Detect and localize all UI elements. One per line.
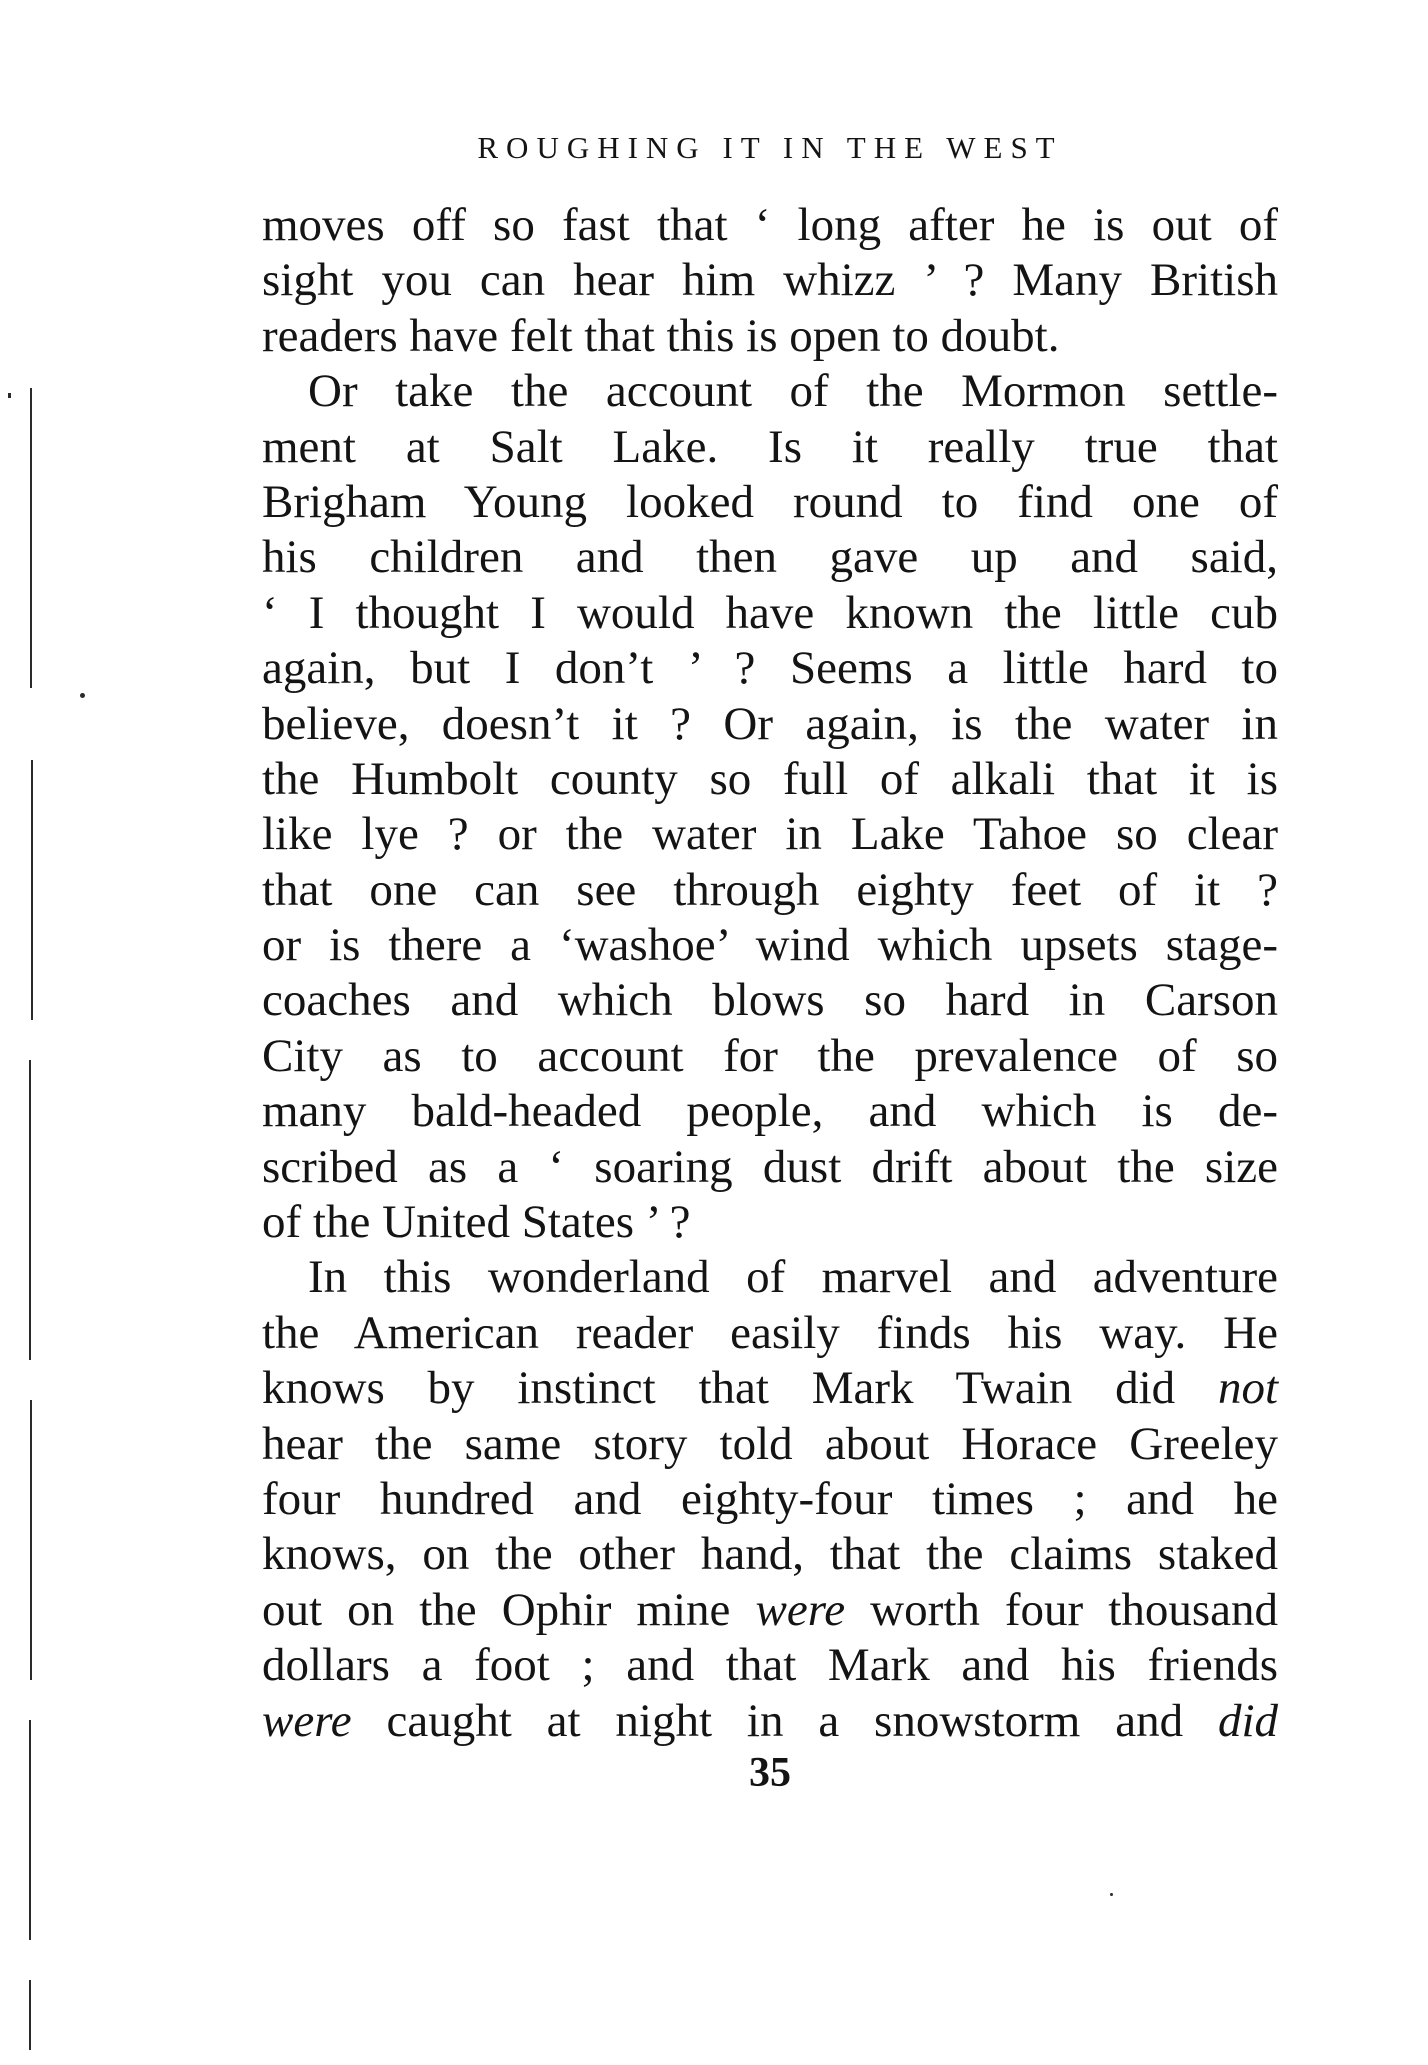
text-segment: knows by instinct that Mark Twain did: [262, 1362, 1218, 1415]
text-line: believe, doesn’t it ? Or again, is the water in: [262, 697, 1278, 750]
text-line: sight you can hear him whizz ’ ? Many British: [262, 254, 1278, 307]
text-line: many bald-headed people, and which is de-: [262, 1085, 1278, 1138]
text-line: hear the same story told about Horace Greeley: [262, 1417, 1278, 1470]
text-line: dollars a foot ; and that Mark and his friends: [262, 1639, 1278, 1692]
scan-speck: [1110, 1893, 1113, 1896]
scan-gutter-line: [31, 760, 33, 1020]
text-line: moves off so fast that ‘ long after he is out of: [262, 199, 1278, 251]
scan-gutter-line: [29, 1060, 31, 1360]
scan-gutter-line: [30, 1400, 32, 1680]
scan-speck: [8, 393, 11, 398]
scan-gutter-line: [29, 1980, 31, 2050]
text-line: City as to account for the prevalence of so: [262, 1029, 1278, 1082]
text-line: Brigham Young looked round to find one of: [262, 475, 1278, 528]
scan-gutter-line: [29, 1720, 31, 1940]
text-line: four hundred and eighty-four times ; and he: [262, 1472, 1278, 1525]
text-line: like lye ? or the water in Lake Tahoe so clear: [262, 808, 1278, 861]
scan-speck: [80, 693, 85, 698]
paragraph-start-line: In this wonderland of marvel and adventure: [308, 1251, 1278, 1304]
body-text: [262, 198, 1278, 1749]
text-line: his children and then gave up and said,: [262, 531, 1278, 584]
text-line: coaches and which blows so hard in Carson: [262, 974, 1278, 1027]
running-head: ROUGHING IT IN THE WEST: [477, 130, 1063, 165]
text-line: or is there a ‘washoe’ wind which upsets stage-: [262, 919, 1278, 972]
text-line: knows, on the other hand, that the claims staked: [262, 1528, 1278, 1581]
scan-gutter-line: [30, 388, 32, 688]
text-line: scribed as a ‘ soaring dust drift about the size: [262, 1140, 1278, 1193]
text-segment: worth four thousand: [845, 1583, 1278, 1636]
text-line: ment at Salt Lake. Is it really true that: [262, 420, 1278, 473]
text-line: again, but I don’t ’ ? Seems a little hard to: [262, 642, 1278, 695]
italic-emphasis: did: [1217, 1694, 1278, 1747]
text-line: readers have felt that this is open to doubt.: [262, 309, 1060, 362]
text-line: [262, 1583, 1278, 1638]
text-line: ‘ I thought I would have known the little cub: [262, 586, 1278, 639]
text-segment: out on the Ophir mine: [262, 1583, 756, 1636]
paragraph-start-line: Or take the account of the Mormon settle-: [308, 365, 1278, 418]
italic-emphasis: not: [1217, 1362, 1278, 1415]
text-line: the Humbolt county so full of alkali that it is: [262, 752, 1278, 805]
text-line: [262, 1694, 1278, 1749]
text-line: the American reader easily finds his way. He: [262, 1306, 1278, 1359]
italic-emphasis: were: [755, 1583, 846, 1636]
text-line: that one can see through eighty feet of it ?: [262, 863, 1278, 916]
page-number: 35: [749, 1750, 791, 1796]
text-segment: caught at night in a snowstorm and: [351, 1694, 1218, 1747]
text-line: of the United States ’ ?: [262, 1196, 691, 1249]
text-line: [262, 1361, 1278, 1416]
italic-emphasis: were: [262, 1694, 352, 1747]
